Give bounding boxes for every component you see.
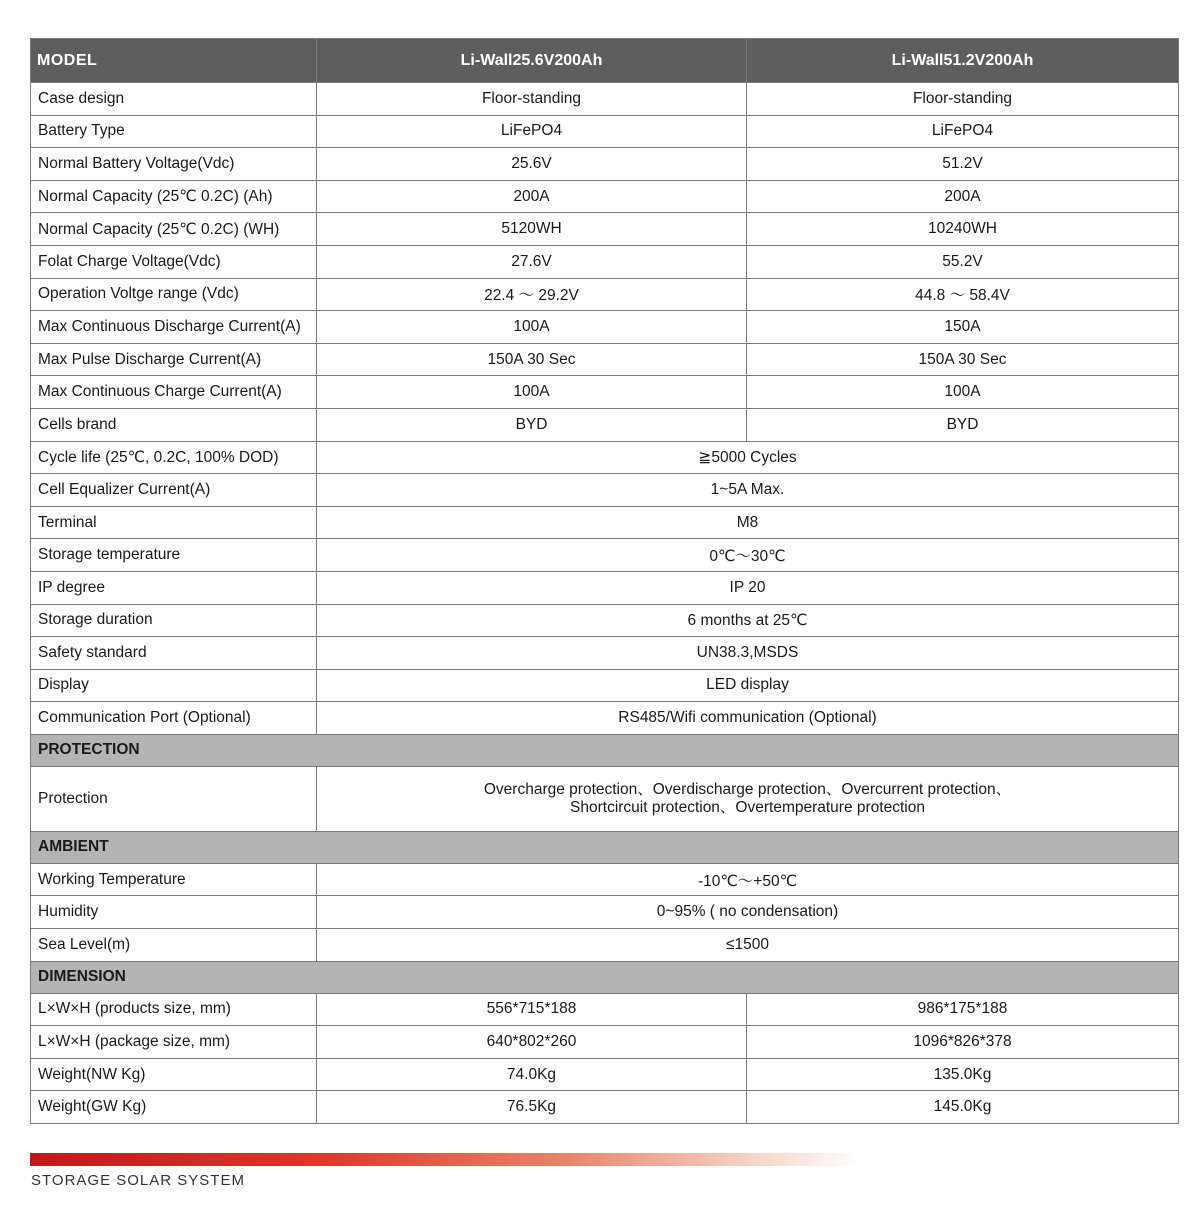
- spec-label: Safety standard: [31, 637, 317, 670]
- spec-value-shared: -10℃～+50℃: [317, 863, 1179, 896]
- section-header-dimension: [31, 961, 1179, 993]
- spec-value-a: 27.6V: [317, 245, 747, 278]
- table-row: [31, 441, 1179, 474]
- spec-label: Cell Equalizer Current(A): [31, 474, 317, 507]
- spec-label: Operation Voltge range (Vdc): [31, 278, 317, 311]
- spec-value-shared: 1~5A Max.: [317, 474, 1179, 507]
- table-row: [31, 376, 1179, 409]
- table-row: [31, 180, 1179, 213]
- header-row: [31, 39, 1179, 83]
- table-row: [31, 474, 1179, 507]
- protection-line-1: Overcharge protection、Overdischarge protection、Overcurrent protection、: [483, 780, 1012, 798]
- spec-value-a: LiFePO4: [317, 115, 747, 148]
- spec-label: Weight(GW Kg): [31, 1091, 317, 1124]
- spec-value-a: 640*802*260: [317, 1026, 747, 1059]
- table-row: [31, 571, 1179, 604]
- spec-label: Sea Level(m): [31, 929, 317, 962]
- footer-caption: STORAGE SOLAR SYSTEM: [31, 1172, 245, 1189]
- spec-label: Humidity: [31, 896, 317, 929]
- table-row: [31, 702, 1179, 735]
- spec-value-a: 200A: [317, 180, 747, 213]
- spec-value-shared: UN38.3,MSDS: [317, 637, 1179, 670]
- spec-label: L×W×H (products size, mm): [31, 993, 317, 1026]
- model-a-name: Li-Wall25.6V200Ah: [317, 39, 747, 83]
- spec-value-b: 51.2V: [747, 148, 1179, 181]
- spec-label: L×W×H (package size, mm): [31, 1026, 317, 1059]
- spec-value-shared: ≧5000 Cycles: [317, 441, 1179, 474]
- table-row: [31, 896, 1179, 929]
- spec-value-a: 150A 30 Sec: [317, 343, 747, 376]
- spec-label: Max Continuous Discharge Current(A): [31, 311, 317, 344]
- spec-label: Cells brand: [31, 408, 317, 441]
- spec-value-b: 100A: [747, 376, 1179, 409]
- spec-value-b: 135.0Kg: [747, 1058, 1179, 1091]
- table-row: [31, 311, 1179, 344]
- section-header-protection: [31, 734, 1179, 766]
- spec-label: Communication Port (Optional): [31, 702, 317, 735]
- model-label: MODEL: [31, 39, 317, 83]
- spec-value-a: 5120WH: [317, 213, 747, 246]
- table-row: [31, 637, 1179, 670]
- spec-label: Max Continuous Charge Current(A): [31, 376, 317, 409]
- spec-value-a: Floor-standing: [317, 83, 747, 116]
- spec-value-b: 10240WH: [747, 213, 1179, 246]
- spec-value-shared: 0~95% ( no condensation): [317, 896, 1179, 929]
- spec-value-a: 556*715*188: [317, 993, 747, 1026]
- spec-value-a: 22.4 ～ 29.2V: [317, 278, 747, 311]
- table-row: [31, 115, 1179, 148]
- table-row: [31, 278, 1179, 311]
- spec-value-b: 200A: [747, 180, 1179, 213]
- table-row: [31, 213, 1179, 246]
- section-header-ambient: [31, 831, 1179, 863]
- spec-label: Weight(NW Kg): [31, 1058, 317, 1091]
- spec-value-b: 150A 30 Sec: [747, 343, 1179, 376]
- spec-value-a: 74.0Kg: [317, 1058, 747, 1091]
- model-b-name: Li-Wall51.2V200Ah: [747, 39, 1179, 83]
- table-row: [31, 669, 1179, 702]
- spec-value-a: 100A: [317, 311, 747, 344]
- spec-label: Cycle life (25℃, 0.2C, 100% DOD): [31, 441, 317, 474]
- table-row: [31, 863, 1179, 896]
- spec-label: Storage duration: [31, 604, 317, 637]
- table-row: [31, 245, 1179, 278]
- spec-label: Terminal: [31, 506, 317, 539]
- spec-value-b: 150A: [747, 311, 1179, 344]
- spec-label: Folat Charge Voltage(Vdc): [31, 245, 317, 278]
- table-row: [31, 929, 1179, 962]
- spec-value-shared: LED display: [317, 669, 1179, 702]
- table-row: [31, 1091, 1179, 1124]
- table-row: [31, 766, 1179, 831]
- table-row: [31, 83, 1179, 116]
- footer-gradient-bar: [30, 1153, 860, 1166]
- spec-value-b: 986*175*188: [747, 993, 1179, 1026]
- spec-label: Battery Type: [31, 115, 317, 148]
- spec-label: Normal Battery Voltage(Vdc): [31, 148, 317, 181]
- spec-value-b: 145.0Kg: [747, 1091, 1179, 1124]
- table-row: [31, 1026, 1179, 1059]
- table-row: [31, 604, 1179, 637]
- section-title: DIMENSION: [31, 961, 1179, 993]
- section-title: PROTECTION: [31, 734, 1179, 766]
- table-row: [31, 993, 1179, 1026]
- spec-label: Normal Capacity (25℃ 0.2C) (WH): [31, 213, 317, 246]
- table-row: [31, 506, 1179, 539]
- spec-label: Protection: [31, 766, 317, 831]
- spec-label: Normal Capacity (25℃ 0.2C) (Ah): [31, 180, 317, 213]
- table-row: [31, 343, 1179, 376]
- spec-value-b: 55.2V: [747, 245, 1179, 278]
- spec-value-shared: M8: [317, 506, 1179, 539]
- spec-value-a: BYD: [317, 408, 747, 441]
- spec-value-shared: RS485/Wifi communication (Optional): [317, 702, 1179, 735]
- spec-value-b: 44.8 ～ 58.4V: [747, 278, 1179, 311]
- spec-value-b: Floor-standing: [747, 83, 1179, 116]
- protection-value: [317, 766, 1179, 831]
- spec-value-shared: 0℃～30℃: [317, 539, 1179, 572]
- table-row: [31, 148, 1179, 181]
- table-row: [31, 539, 1179, 572]
- spec-value-b: 1096*826*378: [747, 1026, 1179, 1059]
- spec-table: [30, 38, 1179, 1124]
- spec-label: IP degree: [31, 571, 317, 604]
- section-title: AMBIENT: [31, 831, 1179, 863]
- spec-value-a: 76.5Kg: [317, 1091, 747, 1124]
- spec-value-shared: 6 months at 25℃: [317, 604, 1179, 637]
- spec-value-b: BYD: [747, 408, 1179, 441]
- spec-value-shared: IP 20: [317, 571, 1179, 604]
- protection-line-2: Shortcircuit protection、Overtemperature protection: [570, 798, 925, 816]
- spec-label: Storage temperature: [31, 539, 317, 572]
- spec-label: Max Pulse Discharge Current(A): [31, 343, 317, 376]
- table-row: [31, 408, 1179, 441]
- spec-value-shared: ≤1500: [317, 929, 1179, 962]
- spec-label: Case design: [31, 83, 317, 116]
- spec-value-b: LiFePO4: [747, 115, 1179, 148]
- spec-label: Working Temperature: [31, 863, 317, 896]
- table-row: [31, 1058, 1179, 1091]
- spec-label: Display: [31, 669, 317, 702]
- spec-value-a: 100A: [317, 376, 747, 409]
- spec-value-a: 25.6V: [317, 148, 747, 181]
